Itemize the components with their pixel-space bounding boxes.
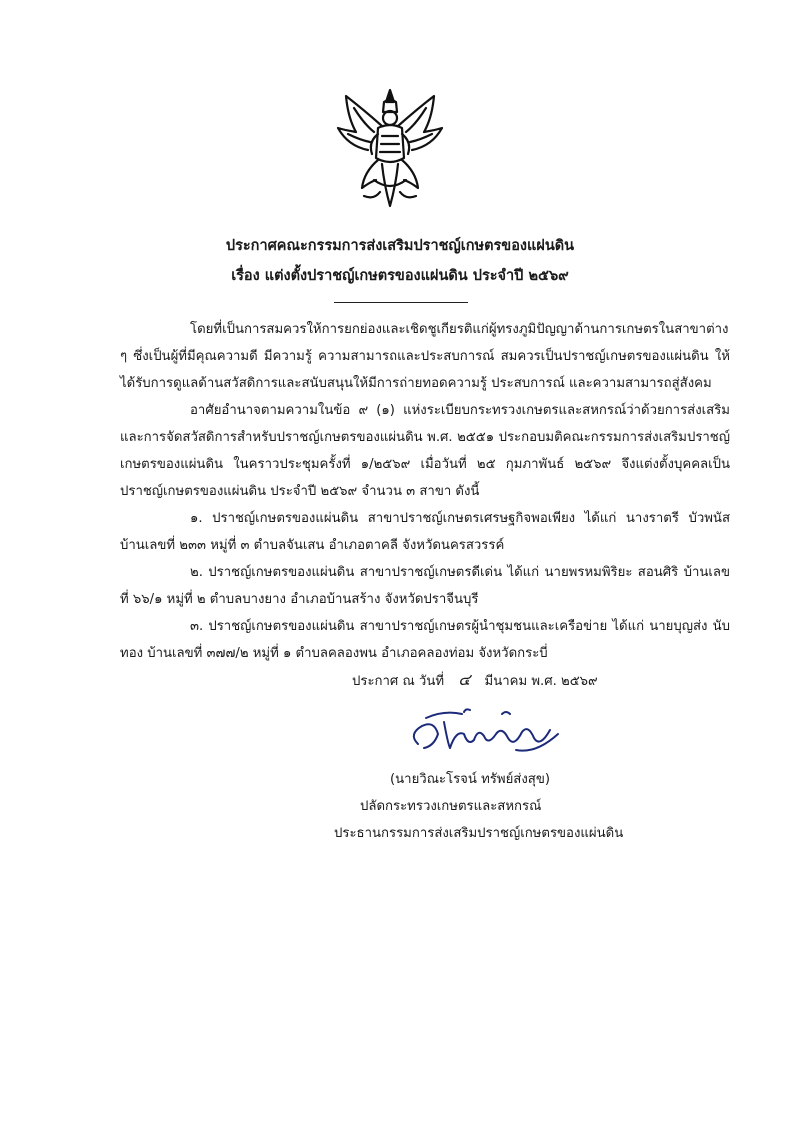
announcement-date xyxy=(352,668,598,693)
handwritten-signature xyxy=(404,704,564,760)
preamble-paragraph: โดยที่เป็นการสมควรให้การยกย่องและเชิดชูเกียรติแก่ผู้ทรงภูมิปัญญาด้านการเกษตรในสาขาต่าง ๆ ซึ่งเป็นผู้ที่มีคุณความดี มีความรู้ ความสามารถและประสบการณ์ สมควรเป็นปราชญ์เกษตรของแผ่นดิน ให้ได้รับการดูแลด้านสวัสดิการและสนับสนุนให้มีการถ่ายทอดความรู้ ประสบการณ์ และความสามารถสู่สังคม xyxy=(120,322,730,391)
appointee-item-2: ๒. ปราชญ์เกษตรของแผ่นดิน สาขาปราชญ์เกษตรดีเด่น ได้แก่ นายพรหมพิริยะ สอนศิริ บ้านเลขที่ ๖๖/๑ หมู่ที่ ๒ ตำบลบางยาง อำเภอบ้านสร้าง จังหวัดปราจีนบุรี xyxy=(120,565,730,607)
date-prefix: ประกาศ ณ วันที่ xyxy=(352,674,445,689)
appointee-item-1: ๑. ปราชญ์เกษตรของแผ่นดิน สาขาปราชญ์เกษตรเศรษฐกิจพอเพียง ได้แก่ นางราตรี บัวพนัส บ้านเลขที่ ๒๓๓ หมู่ที่ ๓ ตำบลจันเสน อำเภอตาคลี จังหวัดนครสวรรค์ xyxy=(120,511,730,553)
signatory-chair-position: ประธานกรรมการส่งเสริมปราชญ์เกษตรของแผ่นดิน xyxy=(334,826,624,841)
authority-paragraph: อาศัยอำนาจตามความในข้อ ๙ (๑) แห่งระเบียบกระทรวงเกษตรและสหกรณ์ว่าด้วยการส่งเสริมและการจัดสวัสดิการสำหรับปราชญ์เกษตรของแผ่นดิน พ.ศ. ๒๕๕๑ ประกอบมติคณะกรรมการส่งเสริมปราชญ์เกษตรของแผ่นดิน ในคราวประชุมครั้งที่ ๑/๒๕๖๙ เมื่อวันที่ ๒๕ กุมภาพันธ์ ๒๕๖๙ จึงแต่งตั้งบุคคลเป็นปราชญ์เกษตรของแผ่นดิน ประจำปี ๒๕๖๙ จำนวน ๓ สาขา ดังนี้ xyxy=(120,403,730,499)
appointee-item-3: ๓. ปราชญ์เกษตรของแผ่นดิน สาขาปราชญ์เกษตรผู้นำชุมชนและเครือข่าย ได้แก่ นายบุญส่ง นับทอง บ้านเลขที่ ๓๗๗/๒ หมู่ที่ ๑ ตำบลคลองพน อำเภอคลองท่อม จังหวัดกระบี่ xyxy=(120,619,730,661)
announcement-subject: เรื่อง แต่งตั้งปราชญ์เกษตรของแผ่นดิน ประจำปี ๒๕๖๙ xyxy=(231,268,569,284)
document-body xyxy=(120,316,730,667)
signatory-position: ปลัดกระทรวงเกษตรและสหกรณ์ xyxy=(360,799,542,814)
garuda-emblem-icon xyxy=(334,88,446,212)
announcement-title: ประกาศคณะกรรมการส่งเสริมปราชญ์เกษตรของแผ่นดิน xyxy=(225,238,575,254)
signatory-name: (นายวิณะโรจน์ ทรัพย์ส่งสุข) xyxy=(390,772,551,787)
title-divider xyxy=(334,302,468,303)
date-month-year: มีนาคม พ.ศ. ๒๕๖๙ xyxy=(484,674,598,689)
date-day: ๔ xyxy=(458,670,471,689)
